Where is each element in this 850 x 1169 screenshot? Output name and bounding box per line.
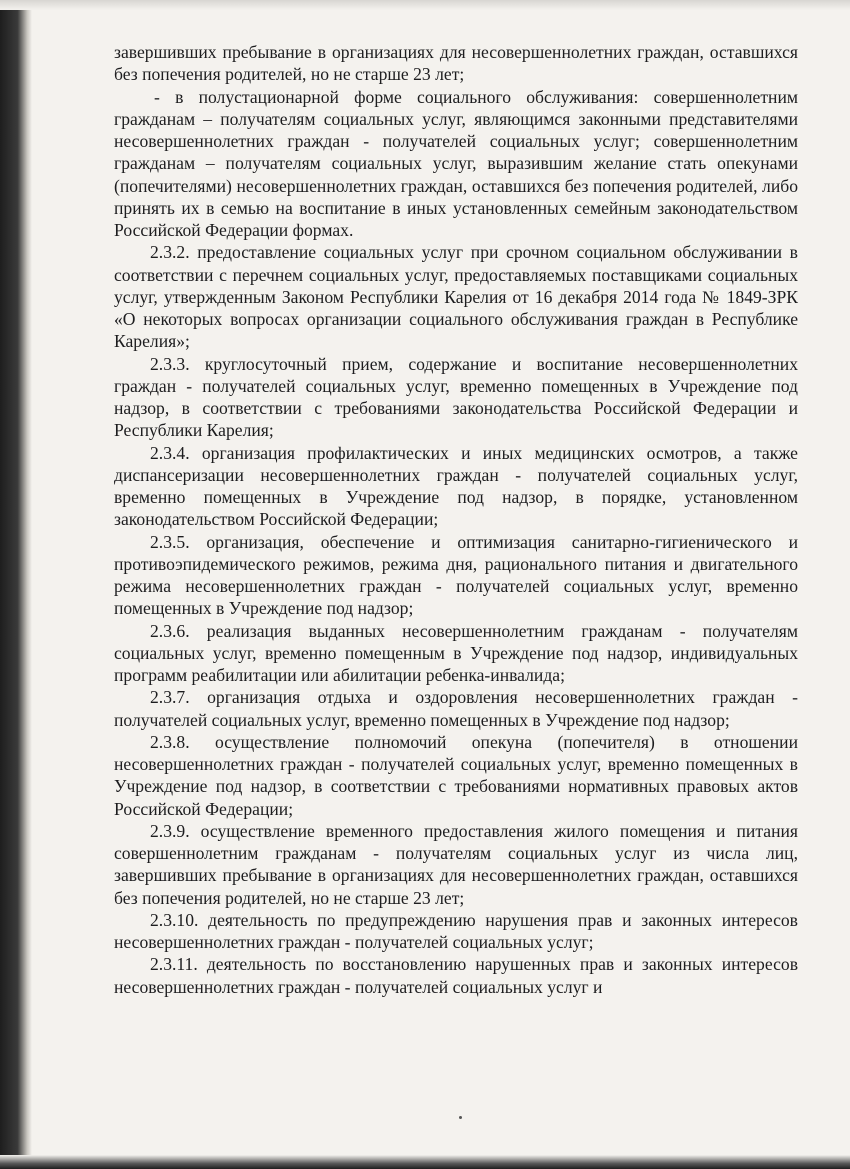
paragraph-continuation: завершивших пребывание в организациях для несовершеннолетних граждан, оставшихся без попечения родителей, но не старше 23 лет;: [114, 42, 798, 85]
paragraph-2-3-8: 2.3.8. осуществление полномочий опекуна (попечителя) в отношении несовершеннолетних граждан - получателей социальных услуг, временно помещенных в Учреждение под надзор, в соответствии с требованиями нормативных правовых актов Российской Федерации;: [114, 731, 798, 819]
scanner-edge-top: [0, 0, 850, 10]
paragraph-semistationary-form: - в полустационарной форме социального обслуживания: совершеннолетним гражданам – получателям социальных услуг, являющимся законными представителями несовершеннолетних граждан - получателей социальных услуг; совершеннолетним гражданам – получателям социальных услуг, выразившим желание стать опекунами (попечителями) несовершеннолетних граждан, оставшихся без попечения родителей, либо принять их в семью на воспитание в иных установленных семейным законодательством Российской Федерации формах.: [114, 86, 798, 240]
paragraph-2-3-3: 2.3.3. круглосуточный прием, содержание и воспитание несовершеннолетних граждан - получателей социальных услуг, временно помещенных в Учреждение под надзор, в соответствии с требованиями законодательства Российской Федерации и Республики Карелия;: [114, 353, 798, 441]
paragraph-2-3-7: 2.3.7. организация отдыха и оздоровления несовершеннолетних граждан - получателей социальных услуг, временно помещенных в Учреждение под надзор;: [114, 687, 798, 730]
paragraph-2-3-5: 2.3.5. организация, обеспечение и оптимизация санитарно-гигиенического и противоэпидемического режимов, режима дня, рационального питания и двигательного режима несовершеннолетних граждан - получателей социальных услуг, временно помещенных в Учреждение под надзор;: [114, 531, 798, 619]
paragraph-2-3-2: 2.3.2. предоставление социальных услуг при срочном социальном обслуживании в соответствии с перечнем социальных услуг, предоставляемых поставщиками социальных услуг, утвержденным Законом Республики Карелия от 16 декабря 2014 года № 1849-ЗРК «О некоторых вопросах организации социального обслуживания граждан в Республике Карелия»;: [114, 242, 798, 352]
paragraph-2-3-11: 2.3.11. деятельность по восстановлению нарушенных прав и законных интересов несовершеннолетних граждан - получателей социальных услуг и: [114, 954, 798, 997]
paragraph-2-3-10: 2.3.10. деятельность по предупреждению нарушения прав и законных интересов несовершеннолетних граждан - получателей социальных услуг;: [114, 909, 798, 952]
document-body: [114, 41, 798, 998]
scan-speck: [459, 1116, 462, 1119]
paragraph-2-3-4: 2.3.4. организация профилактических и иных медицинских осмотров, а также диспансеризации несовершеннолетних граждан - получателей социальных услуг, временно помещенных в Учреждение под надзор, в порядке, установленном законодательством Российской Федерации;: [114, 442, 798, 530]
scanner-edge-bottom: [0, 1155, 850, 1169]
paragraph-2-3-6: 2.3.6. реализация выданных несовершеннолетним гражданам - получателям социальных услуг, временно помещенным в Учреждение под надзор, индивидуальных программ реабилитации или абилитации ребенка-инвалида;: [114, 620, 798, 685]
paragraph-2-3-9: 2.3.9. осуществление временного предоставления жилого помещения и питания совершеннолетним гражданам - получателям социальных услуг из числа лиц, завершивших пребывание в организациях для несовершеннолетних граждан, оставшихся без попечения родителей, но не старше 23 лет;: [114, 820, 798, 908]
scanner-edge-left: [0, 0, 32, 1169]
